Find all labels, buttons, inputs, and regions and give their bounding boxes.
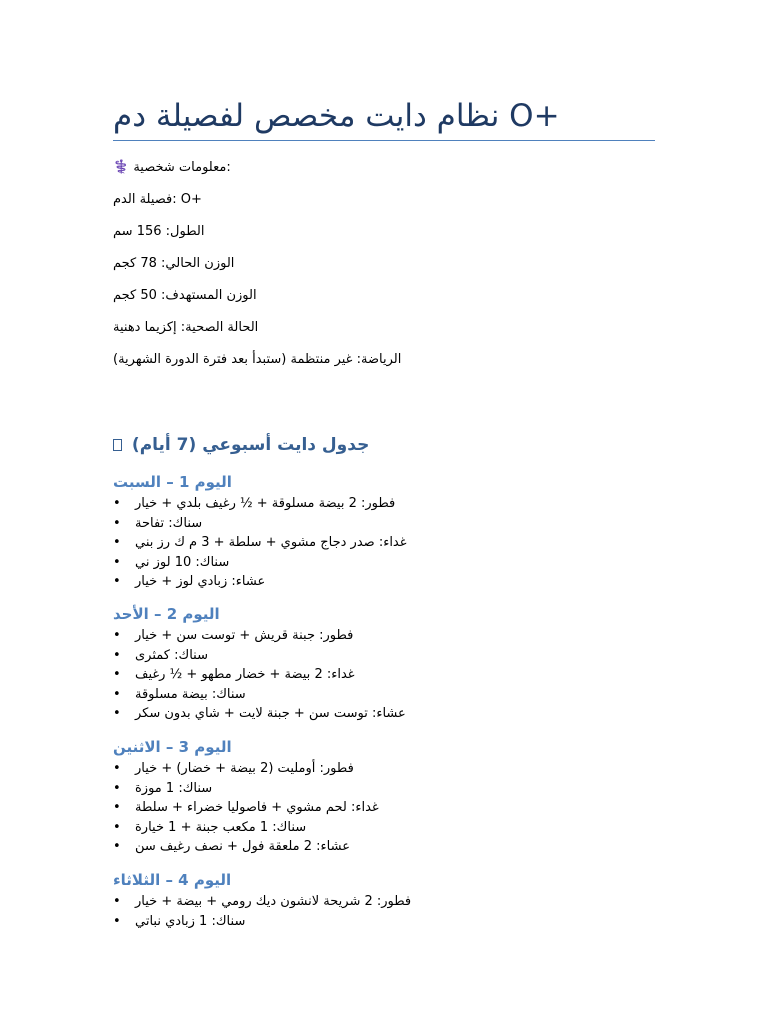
day-section-2 xyxy=(113,604,673,724)
meal-text: فطور: 2 شريحة لانشون ديك رومي + بيضة + خيار xyxy=(135,894,412,909)
meal-item xyxy=(113,779,673,799)
day-title: اليوم 1 – السبت xyxy=(113,473,232,491)
meal-text: سناك: تفاحة xyxy=(135,515,203,531)
meal-item xyxy=(113,665,673,685)
meal-text: فطور: 2 بيضة مسلوقة + ½ رغيف بلدي + خيار xyxy=(135,496,396,511)
meal-item xyxy=(113,818,673,838)
bullet: • xyxy=(113,839,121,854)
day-section-3 xyxy=(113,737,673,857)
bullet: • xyxy=(113,647,121,663)
meal-list xyxy=(113,494,673,592)
bullet: • xyxy=(113,819,121,835)
meal-text: غداء: 2 بيضة + خضار مطهو + ½ رغيف xyxy=(135,667,355,682)
day-title: اليوم 3 – الاثنين xyxy=(113,738,232,756)
personal-info-section xyxy=(113,158,673,382)
info-current-weight: الوزن الحالي: 78 كجم xyxy=(113,256,235,271)
meal-item xyxy=(113,892,673,912)
meal-text: سناك: 1 مكعب جبنة + 1 خيارة xyxy=(135,819,307,835)
day-title: اليوم 2 – الأحد xyxy=(113,605,220,623)
bullet: • xyxy=(113,894,121,909)
meal-text: فطور: جبنة قريش + توست سن + خيار xyxy=(135,628,354,643)
schedule-heading-text: جدول دايت أسبوعي (7 أيام) xyxy=(131,435,370,455)
meal-text: سناك: 1 زبادي نباتي xyxy=(135,913,246,929)
day-title: اليوم 4 – الثلاثاء xyxy=(113,871,232,889)
meal-text: سناك: 1 موزة xyxy=(135,780,213,796)
meal-item xyxy=(113,494,673,514)
bullet: • xyxy=(113,574,121,589)
schedule-heading xyxy=(113,433,369,457)
meal-text: سناك: بيضة مسلوقة xyxy=(135,686,246,702)
meal-item xyxy=(113,572,673,592)
meal-item xyxy=(113,798,673,818)
bullet: • xyxy=(113,800,121,815)
bullet: • xyxy=(113,554,121,570)
meal-text: سناك: 10 لوز ني xyxy=(135,554,230,570)
meal-item xyxy=(113,626,673,646)
meal-item xyxy=(113,912,673,932)
title-underline xyxy=(113,140,655,141)
meal-item xyxy=(113,759,673,779)
meal-text: غداء: لحم مشوي + فاصوليا خضراء + سلطة xyxy=(135,800,379,815)
info-target-weight: الوزن المستهدف: 50 كجم xyxy=(113,288,257,303)
meal-text: عشاء: توست سن + جبنة لايت + شاي بدون سكر xyxy=(135,706,406,721)
meal-item xyxy=(113,704,673,724)
meal-item xyxy=(113,837,673,857)
bullet: • xyxy=(113,496,121,511)
bullet: • xyxy=(113,515,121,531)
meal-item xyxy=(113,514,673,534)
meal-item xyxy=(113,553,673,573)
meal-text: سناك: كمثرى xyxy=(135,647,208,663)
meal-list xyxy=(113,626,673,724)
info-health-condition: الحالة الصحية: إكزيما دهنية xyxy=(113,320,259,335)
document-title: نظام دايت مخصص لفصيلة دم O+ xyxy=(113,98,560,134)
info-height: الطول: 156 سم xyxy=(113,224,205,239)
meal-list xyxy=(113,759,673,857)
bullet: • xyxy=(113,706,121,721)
meal-item xyxy=(113,646,673,666)
meal-text: غداء: صدر دجاج مشوي + سلطة + 3 م ك رز بني xyxy=(135,535,407,550)
meal-item xyxy=(113,685,673,705)
bullet: • xyxy=(113,780,121,796)
calendar-icon xyxy=(113,439,122,451)
meal-text: عشاء: زبادي لوز + خيار xyxy=(135,574,266,589)
info-exercise: الرياضة: غير منتظمة (ستبدأ بعد فترة الدورة الشهرية) xyxy=(113,352,402,367)
bullet: • xyxy=(113,535,121,550)
meal-text: عشاء: 2 ملعقة فول + نصف رغيف سن xyxy=(135,839,350,854)
bullet: • xyxy=(113,628,121,643)
personal-info-heading: ⚕️ معلومات شخصية: xyxy=(113,160,231,175)
info-blood-type: فصيلة الدم: O+ xyxy=(113,192,202,207)
day-section-1 xyxy=(113,472,673,592)
day-section-4 xyxy=(113,870,673,931)
bullet: • xyxy=(113,761,121,776)
meal-list xyxy=(113,892,673,931)
bullet: • xyxy=(113,667,121,682)
bullet: • xyxy=(113,913,121,929)
meal-text: فطور: أومليت (2 بيضة + خضار) + خيار xyxy=(135,761,354,776)
meal-item xyxy=(113,533,673,553)
bullet: • xyxy=(113,686,121,702)
